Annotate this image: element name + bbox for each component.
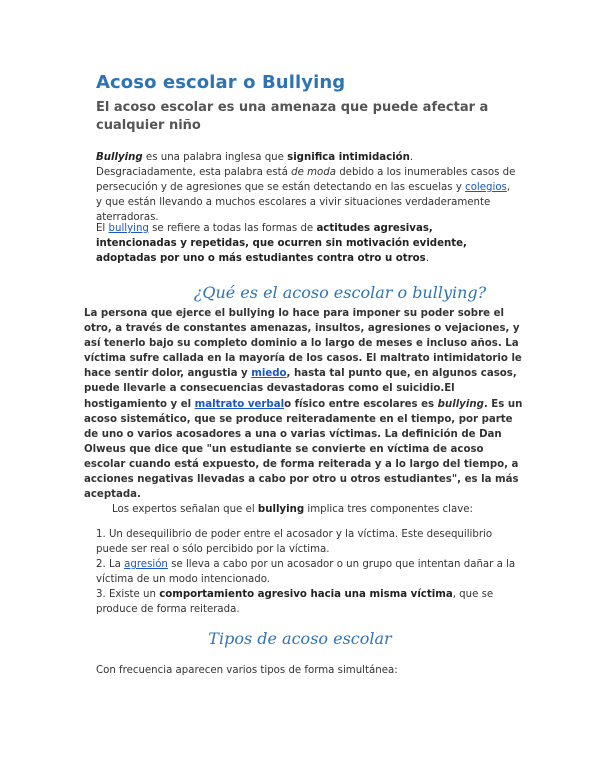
text-bold: comportamiento agresivo hacia una misma víctima <box>159 589 453 600</box>
text-span: es una palabra inglesa que <box>142 152 288 163</box>
components-list <box>96 527 516 617</box>
text-span: La persona que ejerce el bullying lo hace para imponer su poder sobre el otro, a través de constantes amenazas, insultos, agresiones o vejaciones, y así tenerlo bajo su completo dominio a lo largo de meses e incluso años. La víctima sufre callada en la mayoría de los casos. El maltrato intimidatorio le hace sentir dolor, angustia y <box>84 308 522 380</box>
text-span: implica tres componentes clave: <box>304 504 473 515</box>
text-span: o físico entre escolares es <box>284 398 438 410</box>
text-span: se refiere a todas las formas de <box>148 223 317 234</box>
page-subtitle: El acoso escolar es una amenaza que puede afectar a cualquier niño <box>96 100 489 133</box>
text-span: debido a los inumerables casos de persecución y de agresiones que se están detectando en las escuelas y <box>96 167 516 193</box>
text-bullying-term: Bullying <box>96 152 143 163</box>
text-span: , hasta tal punto que, en algunos casos, puede llevarle a consecuencias devastadoras como el suicidio.El hostigamiento y el <box>84 368 517 410</box>
page-title: Acoso escolar o Bullying <box>96 72 346 93</box>
link-colegios[interactable]: colegios <box>465 182 507 193</box>
intro-paragraph <box>96 150 516 225</box>
text-span: . Desgraciadamente, esta palabra está <box>96 152 414 178</box>
section-heading-what-is: ¿Qué es el acoso escolar o bullying? <box>193 283 487 302</box>
components-intro <box>112 502 522 517</box>
bold-paragraph <box>84 306 524 502</box>
link-agresion[interactable]: agresión <box>124 559 168 570</box>
text-span: , que se produce de forma reiterada. <box>96 589 494 615</box>
link-maltrato-verbal[interactable]: maltrato verbal <box>194 398 285 410</box>
text-span: . Es un acoso sistemático, que se produce reiteradamente en el tiempo, por parte de uno o varios acosadores a una o varias víctimas. La definición de Dan Olweus que dice que "un estudiante se convierte en víctima de acoso escolar cuando está expuesto, de forma reiterada y a lo largo del tiempo, a acciones negativas llevadas a cabo por otro u otros estudiantes", es la más aceptada. <box>84 398 523 501</box>
list-item <box>96 587 516 617</box>
link-bullying[interactable]: bullying <box>108 223 149 234</box>
text-span: 2. La <box>96 559 125 570</box>
text-span: 3. Existe un <box>96 589 160 600</box>
text-italic: de moda <box>291 167 336 178</box>
text-span: El <box>96 223 109 234</box>
text-span: . <box>425 253 429 264</box>
text-span: , y que están llevando a muchos escolares a vivir situaciones verdaderamente aterradoras. <box>96 182 511 223</box>
types-paragraph: Con frecuencia aparecen varios tipos de forma simultánea: <box>96 665 398 676</box>
text-bold: actitudes agresivas, intencionadas y repetidas, que ocurren sin motivación evidente, adoptadas por uno o más estudiantes contra otro u otros <box>96 223 467 264</box>
text-bold: bullying <box>257 504 305 515</box>
list-item: 1. Un desequilibrio de poder entre el acosador y la víctima. Este desequilibrio puede ser real o sólo percibido por la víctima. <box>96 529 493 555</box>
text-bold: significa intimidación <box>287 152 410 163</box>
definition-paragraph <box>96 221 516 266</box>
section-heading-types: Tipos de acoso escolar <box>208 629 392 648</box>
link-miedo[interactable]: miedo <box>251 368 287 380</box>
text-span: Los expertos señalan que el <box>112 504 258 515</box>
text-italic: bullying <box>437 398 484 410</box>
list-item <box>96 557 516 587</box>
text-span: se lleva a cabo por un acosador o un grupo que intentan dañar a la víctima de un modo intencionado. <box>96 559 516 585</box>
